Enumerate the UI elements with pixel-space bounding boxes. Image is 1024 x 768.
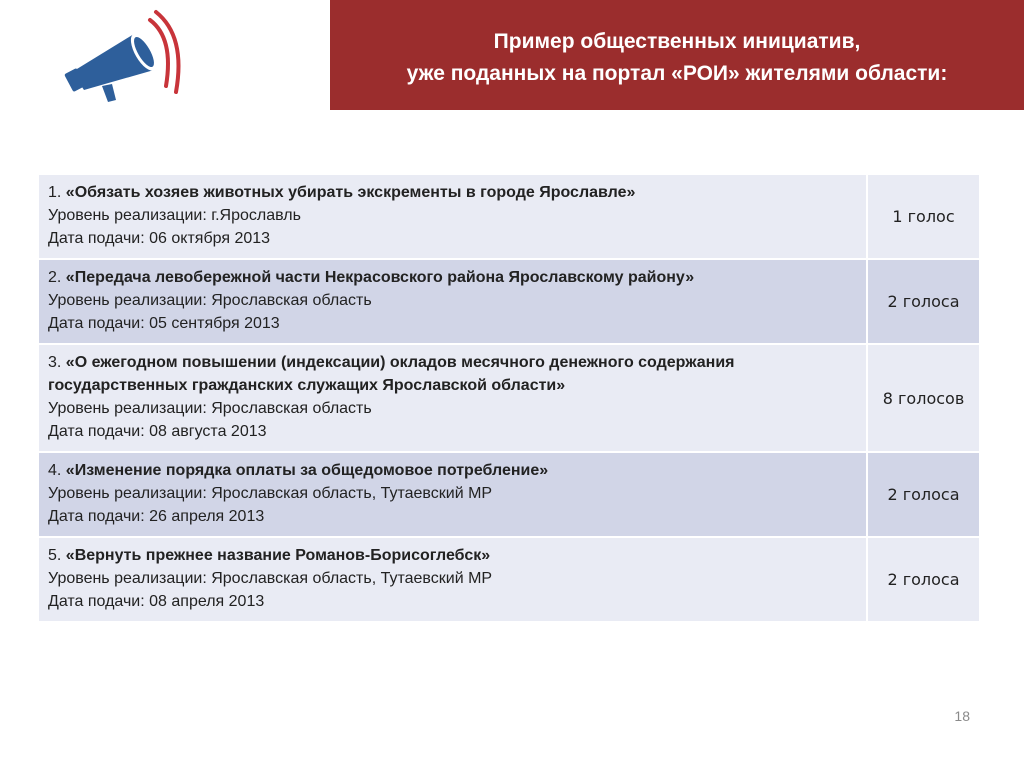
initiative-name: «Вернуть прежнее название Романов-Борисоглебск» [65,547,491,564]
initiative-name: «Изменение порядка оплаты за общедомовое потребление» [65,462,549,479]
table-row [38,344,980,452]
initiative-date: Дата подачи: 26 апреля 2013 [48,508,265,525]
page-number: 18 [954,708,970,724]
initiative-date: Дата подачи: 08 апреля 2013 [48,593,265,610]
table-row [38,537,980,622]
initiatives-table [37,173,981,623]
table-row [38,452,980,537]
initiative-level: Уровень реализации: Ярославская область, Тутаевский МР [48,570,493,587]
initiative-date: Дата подачи: 08 августа 2013 [48,423,267,440]
initiative-level: Уровень реализации: Ярославская область, Тутаевский МР [48,485,493,502]
slide-title-line-2: уже поданных на портал «РОИ» жителями области: [406,62,948,85]
table-row [38,174,980,259]
initiative-number: 5. [48,547,66,564]
initiative-level: Уровень реализации: Ярославская область [48,292,372,309]
initiative-votes: 2 голоса [867,537,980,622]
initiative-level: Уровень реализации: г.Ярославль [48,207,301,224]
megaphone-icon [62,8,192,108]
initiative-name: «О ежегодном повышении (индексации) окладов месячного денежного содержания государственных гражданских служащих Ярославской области» [48,354,735,394]
initiative-date: Дата подачи: 05 сентября 2013 [48,315,280,332]
initiative-number: 2. [48,269,66,286]
slide-title-line-1: Пример общественных инициатив, [493,30,861,53]
initiative-level: Уровень реализации: Ярославская область [48,400,372,417]
initiative-votes: 2 голоса [867,259,980,344]
initiative-name: «Передача левобережной части Некрасовского района Ярославскому району» [65,269,695,286]
initiative-votes: 8 голосов [867,344,980,452]
initiative-description [38,452,867,537]
slide-title-banner [330,0,1024,110]
table-row [38,259,980,344]
initiative-description [38,174,867,259]
initiative-description [38,537,867,622]
initiative-date: Дата подачи: 06 октября 2013 [48,230,271,247]
initiative-description [38,259,867,344]
initiative-number: 4. [48,462,66,479]
initiative-votes: 1 голос [867,174,980,259]
initiative-number: 1. [48,184,66,201]
megaphone-logo [62,8,192,108]
initiative-description [38,344,867,452]
initiative-votes: 2 голоса [867,452,980,537]
initiative-number: 3. [48,354,66,371]
initiative-name: «Обязать хозяев животных убирать экскременты в городе Ярославле» [65,184,636,201]
